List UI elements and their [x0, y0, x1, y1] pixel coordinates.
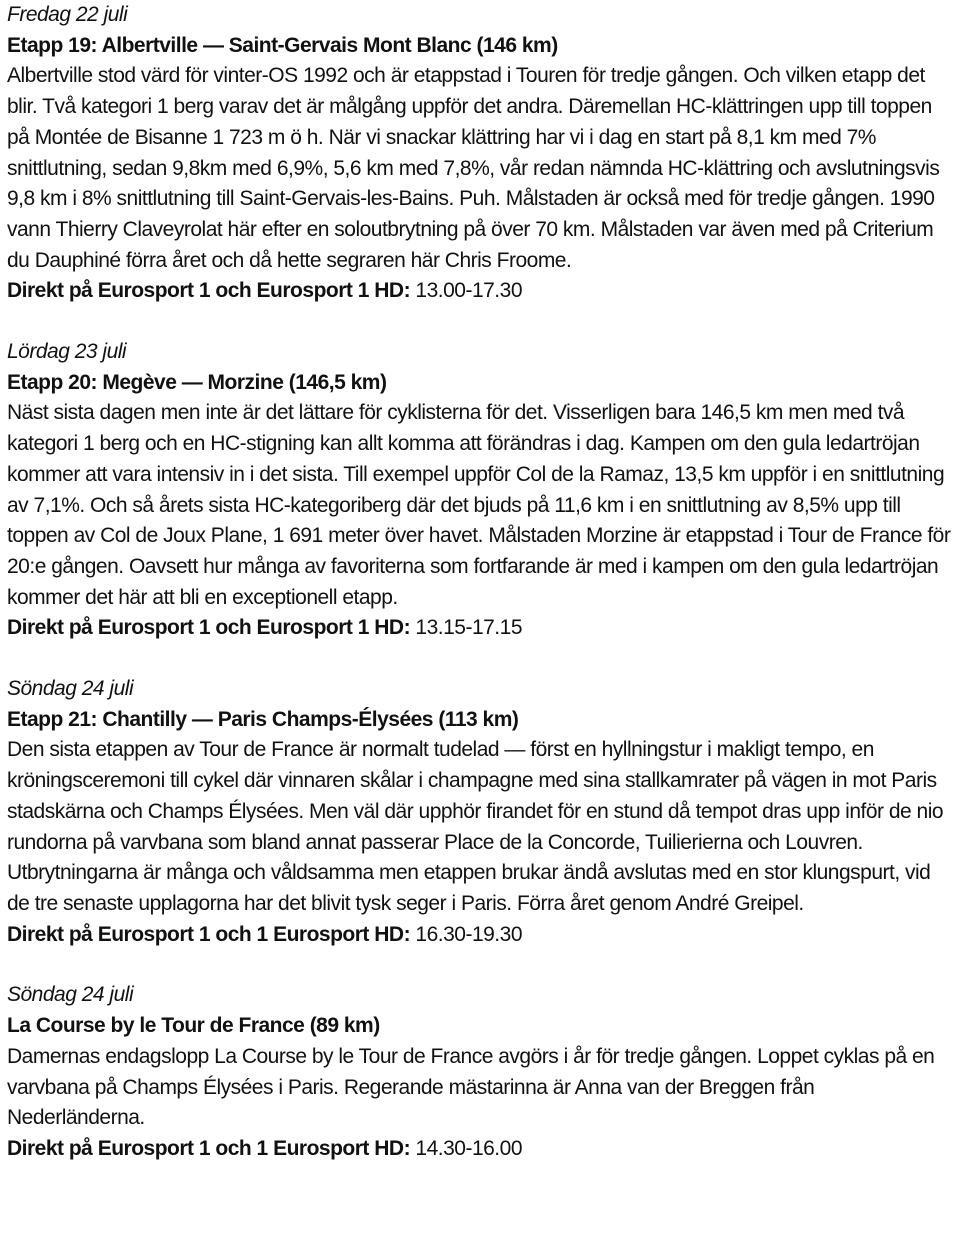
broadcast-label: Direkt på Eurosport 1 och 1 Eurosport HD: [7, 1136, 411, 1160]
section-heading: Etapp 20: Megève — Morzine (146,5 km) [7, 370, 387, 394]
broadcast-info [7, 920, 954, 951]
broadcast-info [7, 276, 954, 307]
stage-19-section [7, 0, 954, 307]
section-heading: Etapp 19: Albertville — Saint-Gervais Mont Blanc (146 km) [7, 33, 558, 57]
broadcast-time: 13.00-17.30 [415, 279, 523, 303]
section-date: Söndag 24 juli [7, 983, 134, 1007]
broadcast-time: 14.30-16.00 [415, 1136, 523, 1160]
section-body: Den sista etappen av Tour de France är normalt tudelad — först en hyllningstur i makligt tempo, en kröningsceremoni till cykel där vinnaren skålar i champagne med sina stallkamrater på vägen in mot Paris stadskärna och Champs Élysées. Men väl där upphör firandet för en stund då tempot dras upp inför de nio rundorna på varvbana som bland annat passerar Place de la Concorde, Tuilierierna och Louvren. Utbrytningarna är många och våldsamma men etappen brukar ändå avslutas med en stor klungspurt, vid de tre senaste upplagorna har det blivit tysk seger i Paris. Förra året genom André Greipel. [7, 738, 944, 915]
broadcast-label: Direkt på Eurosport 1 och 1 Eurosport HD: [7, 922, 411, 946]
broadcast-info [7, 1134, 954, 1165]
la-course-section [7, 980, 954, 1164]
section-body: Näst sista dagen men inte är det lättare för cyklisterna för det. Visserligen bara 146,5 km men med två kategori 1 berg och en HC-stigning kan allt komma att förändras i dag. Kampen om den gula ledartröjan kommer att vara intensiv in i det sista. Till exempel uppför Col de la Ramaz, 13,5 km uppför i en snittlutning av 7,1%. Och så årets sista HC-kategoriberg där det bjuds på 11,6 km i en snittlutning av 8,5% upp till toppen av Col de Joux Plane, 1 691 meter över havet. Målstaden Morzine är etappstad i Tour de France för 20:e gången. Oavsett hur många av favoriterna som fortfarande är med i kampen om den gula ledartröjan kommer det här att bli en exceptionell etapp. [7, 401, 951, 609]
section-date: Fredag 22 juli [7, 3, 128, 26]
section-date: Lördag 23 juli [7, 340, 127, 364]
broadcast-time: 13.15-17.15 [415, 616, 523, 640]
section-date: Söndag 24 juli [7, 677, 134, 701]
section-heading: Etapp 21: Chantilly — Paris Champs-Élysées (113 km) [7, 707, 519, 731]
broadcast-label: Direkt på Eurosport 1 och Eurosport 1 HD: [7, 279, 411, 303]
broadcast-info [7, 613, 954, 644]
stage-21-section [7, 674, 954, 950]
broadcast-time: 16.30-19.30 [415, 922, 523, 946]
section-body: Albertville stod värd för vinter-OS 1992 och är etappstad i Touren för tredje gången. Och vilken etapp det blir. Två kategori 1 berg varav det är målgång uppför det andra. Däremellan HC-klättringen upp till toppen på Montée de Bisanne 1 723 m ö h. När vi snackar klättring har vi i dag en start på 8,1 km med 7% snittlutning, sedan 9,8km med 6,9%, 5,6 km med 7,8%, vår redan nämnda HC-klättring och avslutningsvis 9,8 km i 8% snittlutning till Saint-Gervais-les-Bains. Puh. Målstaden är också med för tredje gången. 1990 vann Thierry Claveyrolat här efter en soloutbrytning på över 70 km. Målstaden var även med på Criterium du Dauphiné förra året och då hette segraren här Chris Froome. [7, 64, 940, 272]
stage-20-section [7, 337, 954, 644]
section-heading: La Course by le Tour de France (89 km) [7, 1014, 380, 1038]
broadcast-label: Direkt på Eurosport 1 och Eurosport 1 HD: [7, 616, 411, 640]
section-body: Damernas endagslopp La Course by le Tour de France avgörs i år för tredje gången. Loppet cyklas på en varvbana på Champs Élysées i Paris. Regerande mästarinna är Anna van der Breggen från Nederländerna. [7, 1044, 935, 1130]
